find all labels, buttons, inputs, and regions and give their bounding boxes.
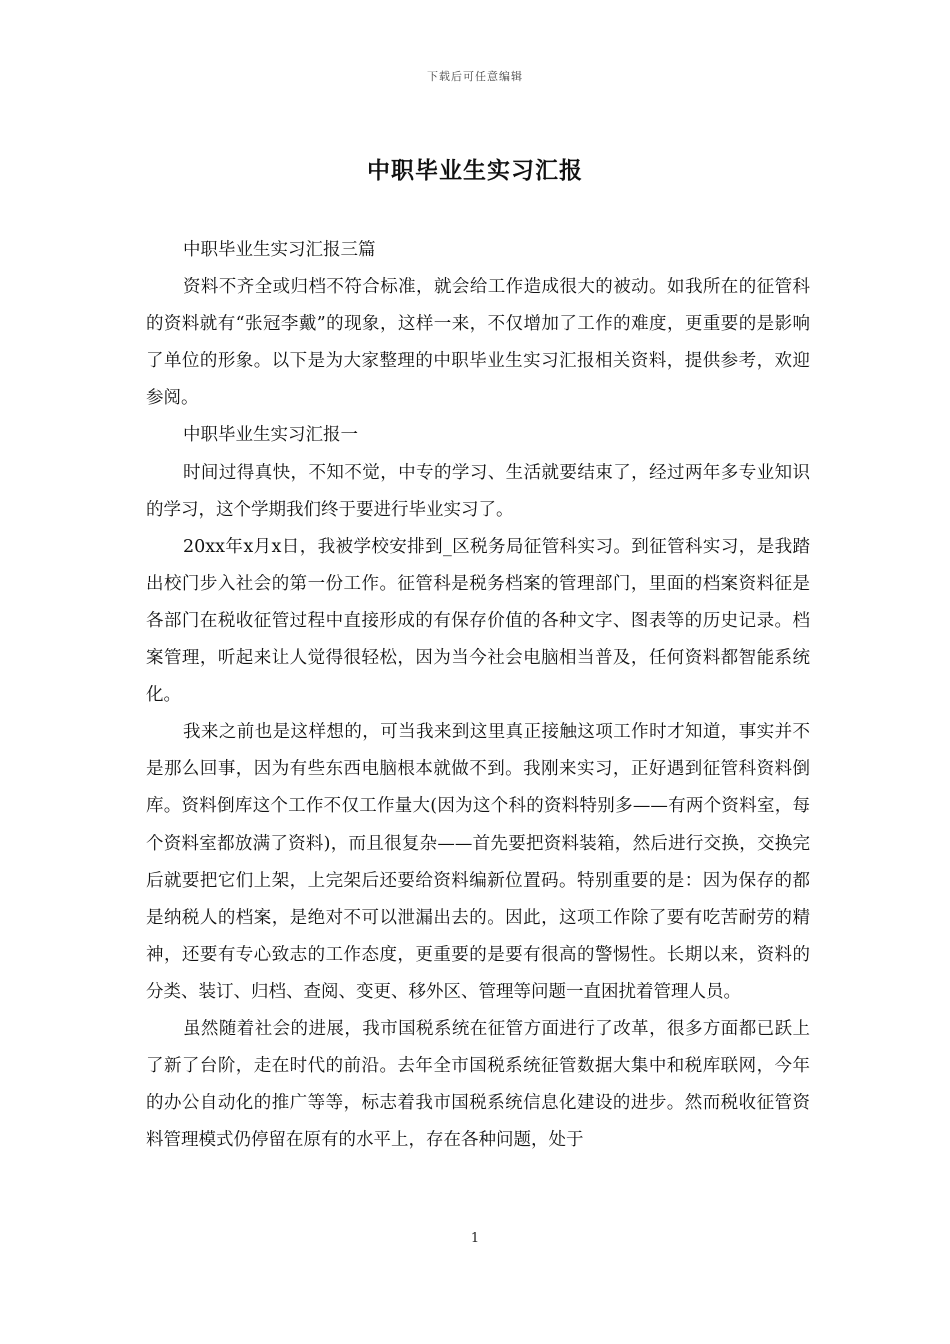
body-paragraph: 虽然随着社会的进展，我市国税系统在征管方面进行了改革，很多方面都已跃上了新了台阶，走在时代的前沿。去年全市国税系统征管数据大集中和税库联网，今年的办公自动化的推广等等，标志着我市国税系统信息化建设的进步。然而税收征管资料管理模式仍停留在原有的水平上，存在各种问题，处于 <box>146 1018 810 1151</box>
body-paragraph: 资料不齐全或归档不符合标准，就会给工作造成很大的被动。如我所在的征管科的资料就有“张冠李戴”的现象，这样一来，不仅增加了工作的难度，更重要的是影响了单位的形象。以下是为大家整理的中职毕业生实习汇报相关资料，提供参考，欢迎参阅。 <box>146 277 810 409</box>
document-body <box>146 232 810 1159</box>
document-title: 中职毕业生实习汇报 <box>367 157 583 184</box>
page-number: 1 <box>470 1231 480 1246</box>
section-heading: 中职毕业生实习汇报一 <box>183 425 358 446</box>
body-paragraph: 时间过得真快，不知不觉，中专的学习、生活就要结束了，经过两年多专业知识的学习，这个学期我们终于要进行毕业实习了。 <box>146 462 810 520</box>
header-note: 下载后可任意编辑 <box>427 70 523 83</box>
section-heading: 中职毕业生实习汇报三篇 <box>183 240 376 260</box>
body-paragraph: 20xx年x月x日，我被学校安排到_区税务局征管科实习。到征管科实习，是我踏出校门步入社会的第一份工作。征管科是税务档案的管理部门，里面的档案资料征是各部门在税收征管过程中直接形成的有保存价值的各种文字、图表等的历史记录。档案管理，听起来让人觉得很轻松，因为当今社会电脑相当普及，任何资料都智能系统化。 <box>146 536 810 706</box>
body-paragraph: 我来之前也是这样想的，可当我来到这里真正接触这项工作时才知道，事实并不是那么回事，因为有些东西电脑根本就做不到。我刚来实习，正好遇到征管科资料倒库。资料倒库这个工作不仅工作量大(因为这个科的资料特别多——有两个资料室，每个资料室都放满了资料)，而且很复杂——首先要把资料装箱，然后进行交换，交换完后就要把它们上架，上完架后还要给资料编新位置码。特别重要的是：因为保存的都是纳税人的档案，是绝对不可以泄漏出去的。因此，这项工作除了要有吃苦耐劳的精神，还要有专心致志的工作态度，更重要的是要有很高的警惕性。长期以来，资料的分类、装订、归档、查阅、变更、移外区、管理等问题一直困扰着管理人员。 <box>146 722 810 1002</box>
